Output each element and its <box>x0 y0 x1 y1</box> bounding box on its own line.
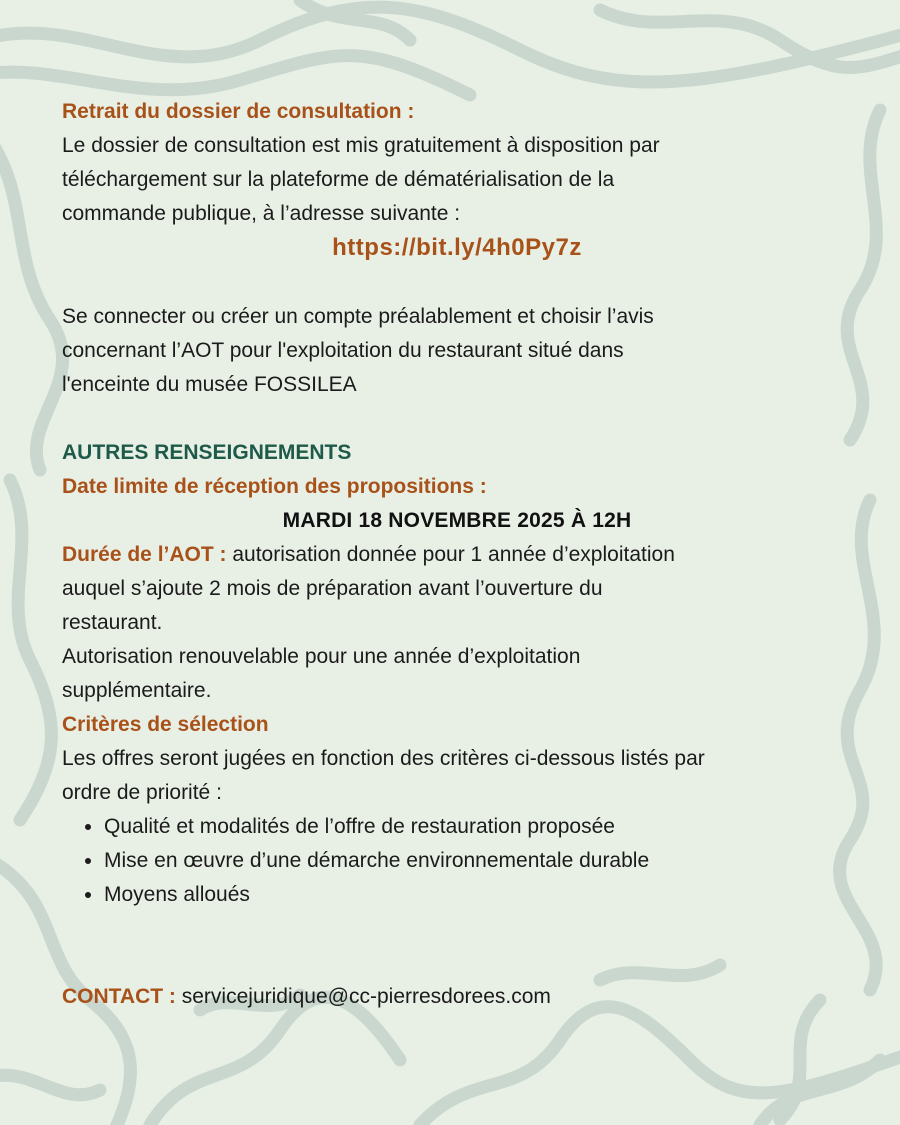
duration-line-3: restaurant. <box>62 611 163 634</box>
criteria-item: • Qualité et modalités de l’offre de restauration proposée <box>104 810 852 844</box>
consultation-url-line <box>62 231 852 266</box>
criteria-heading: Critères de sélection <box>62 713 269 736</box>
consultation-text-line-2: téléchargement sur la plateforme de dématérialisation de la <box>62 168 615 191</box>
criteria-list <box>62 810 852 912</box>
duration-line-1 <box>62 538 852 572</box>
criteria-item: • Moyens alloués <box>104 878 852 912</box>
duration-line-2: auquel s’ajoute 2 mois de préparation avant l’ouverture du <box>62 577 603 600</box>
contact-label: CONTACT : <box>62 985 176 1008</box>
deadline-label: Date limite de réception des propositions : <box>62 475 487 498</box>
criteria-item: • Mise en œuvre d’une démarche environnementale durable <box>104 844 852 878</box>
deadline-value: MARDI 18 NOVEMBRE 2025 À 12H <box>282 509 632 532</box>
spacer <box>62 266 852 300</box>
account-text-line-3: l'enceinte du musée FOSSILEA <box>62 373 357 396</box>
consultation-text-line-3: commande publique, à l’adresse suivante : <box>62 202 461 225</box>
criteria-intro-line-1: Les offres seront jugées en fonction des critères ci-dessous listés par <box>62 747 705 770</box>
spacer <box>62 912 852 980</box>
criteria-intro-line-2: ordre de priorité : <box>62 781 222 804</box>
duration-label: Durée de l’AOT : <box>62 543 227 566</box>
other-info-heading: AUTRES RENSEIGNEMENTS <box>62 441 352 464</box>
duration-text: autorisation donnée pour 1 année d’exploitation <box>226 543 675 566</box>
notice-content <box>62 95 852 1014</box>
consultation-text-line-1: Le dossier de consultation est mis gratuitement à disposition par <box>62 134 660 157</box>
account-text-line-2: concernant l’AOT pour l'exploitation du restaurant situé dans <box>62 339 624 362</box>
contact-line <box>62 980 852 1014</box>
account-text-line-1: Se connecter ou créer un compte préalablement et choisir l’avis <box>62 305 654 328</box>
renewal-line-1: Autorisation renouvelable pour une année d’exploitation <box>62 645 581 668</box>
spacer <box>62 402 852 436</box>
consultation-heading: Retrait du dossier de consultation : <box>62 100 415 123</box>
contact-email[interactable]: servicejuridique@cc-pierresdorees.com <box>175 985 551 1008</box>
renewal-line-2: supplémentaire. <box>62 679 212 702</box>
consultation-url-link[interactable]: https://bit.ly/4h0Py7z <box>332 234 582 261</box>
